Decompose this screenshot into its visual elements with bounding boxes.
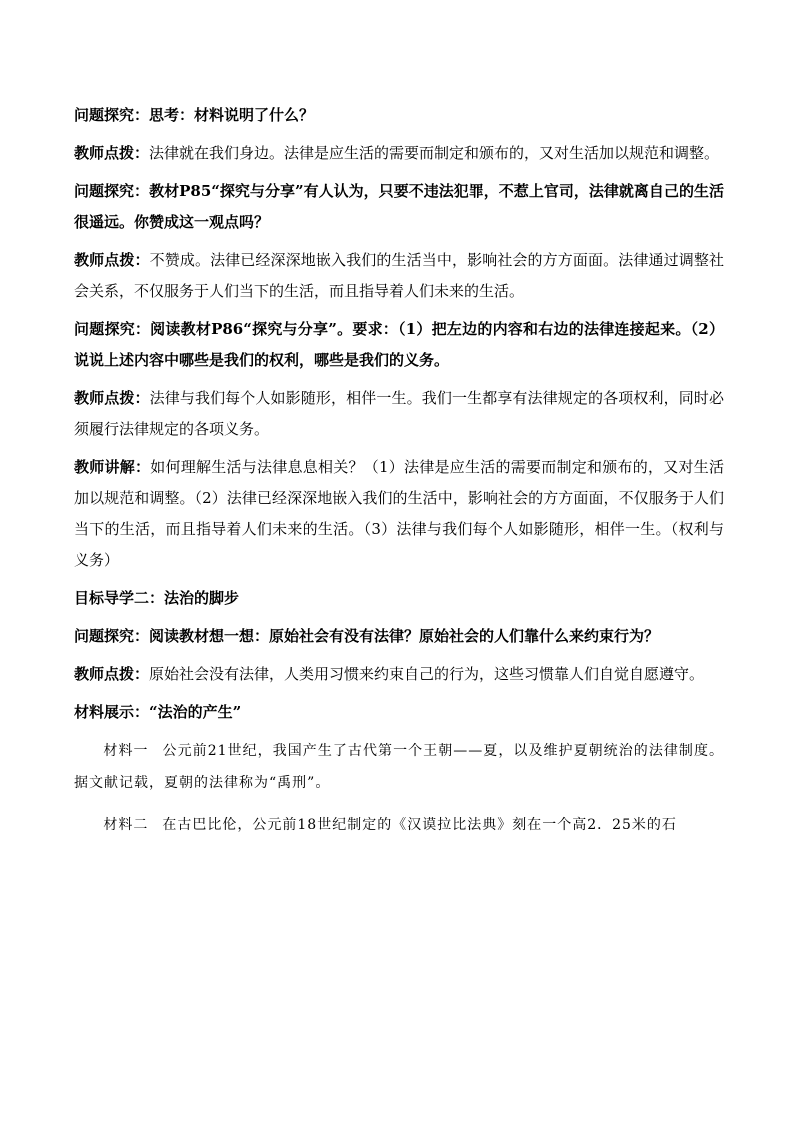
paragraph-lead: 教师点拨： (74, 665, 150, 683)
paragraph-text: 阅读教材想一想：原始社会有没有法律？原始社会的人们靠什么来约束行为？ (149, 627, 660, 645)
paragraph-text: “法治的产生” (149, 703, 242, 721)
material-two (74, 809, 724, 841)
material-label: 材料二 (103, 817, 149, 833)
paragraph-lead: 问题探究： (74, 182, 150, 200)
paragraph-lead: 教师讲解： (74, 458, 151, 476)
material-one (74, 735, 724, 799)
paragraph-question-3 (74, 314, 724, 376)
paragraph-text: 思考：材料说明了什么？ (149, 106, 315, 124)
paragraph-material-intro (74, 697, 724, 728)
paragraph-lead: 问题探究： (74, 627, 150, 645)
paragraph-lead: 教师点拨： (74, 251, 150, 269)
paragraph-text: 法律就在我们身边。法律是应生活的需要而制定和颁布的，又对生活加以规范和调整。 (149, 144, 720, 162)
document-page (74, 100, 724, 851)
paragraph-teacher-tip-1 (74, 138, 724, 169)
paragraph-teacher-tip-2 (74, 245, 724, 307)
paragraph-question-1 (74, 100, 724, 131)
paragraph-text: 阅读教材P86“探究与分享”。要求：（1）把左边的内容和右边的法律连接起来。（2）说说上述内容中哪些是我们的权利，哪些是我们的义务。 (74, 320, 724, 369)
paragraph-text: 如何理解生活与法律息息相关？（1）法律是应生活的需要而制定和颁布的，又对生活加以规范和调整。（2）法律已经深深地嵌入我们的生活中，影响社会的方方面面，不仅服务于人们当下的生活，而且指导着人们未来的生活。（3）法律与我们每个人如影随形，相伴一生。（权利与义务） (74, 458, 724, 569)
paragraph-lead: 教师点拨： (74, 389, 150, 407)
paragraph-lead: 问题探究： (74, 106, 150, 124)
paragraph-lead: 教师点拨： (74, 144, 150, 162)
paragraph-question-2 (74, 176, 724, 238)
material-text: 公元前21世纪，我国产生了古代第一个王朝——夏，以及维护夏朝统治的法律制度。据文献记载，夏朝的法律称为“禹刑”。 (74, 743, 725, 791)
paragraph-lead: 问题探究： (74, 320, 151, 338)
paragraph-lead: 材料展示： (74, 703, 150, 721)
paragraph-teacher-explain (74, 452, 724, 576)
paragraph-teacher-tip-3 (74, 383, 724, 445)
material-label: 材料一 (103, 743, 149, 759)
paragraph-text: 不赞成。法律已经深深地嵌入我们的生活当中，影响社会的方方面面。法律通过调整社会关系，不仅服务于人们当下的生活，而且指导着人们未来的生活。 (74, 251, 724, 300)
paragraph-teacher-tip-4 (74, 659, 724, 690)
paragraph-question-4 (74, 621, 724, 652)
material-text: 在古巴比伦，公元前18世纪制定的《汉谟拉比法典》刻在一个高2．25米的石 (162, 817, 677, 833)
paragraph-text: 教材P85“探究与分享”有人认为，只要不违法犯罪，不惹上官司，法律就离自己的生活很遥远。你赞成这一观点吗？ (74, 182, 724, 231)
paragraph-text: 法律与我们每个人如影随形，相伴一生。我们一生都享有法律规定的各项权利，同时必须履行法律规定的各项义务。 (74, 389, 724, 438)
section-heading: 目标导学二：法治的脚步 (74, 589, 240, 607)
paragraph-text: 原始社会没有法律，人类用习惯来约束自己的行为，这些习惯靠人们自觉自愿遵守。 (149, 665, 705, 683)
